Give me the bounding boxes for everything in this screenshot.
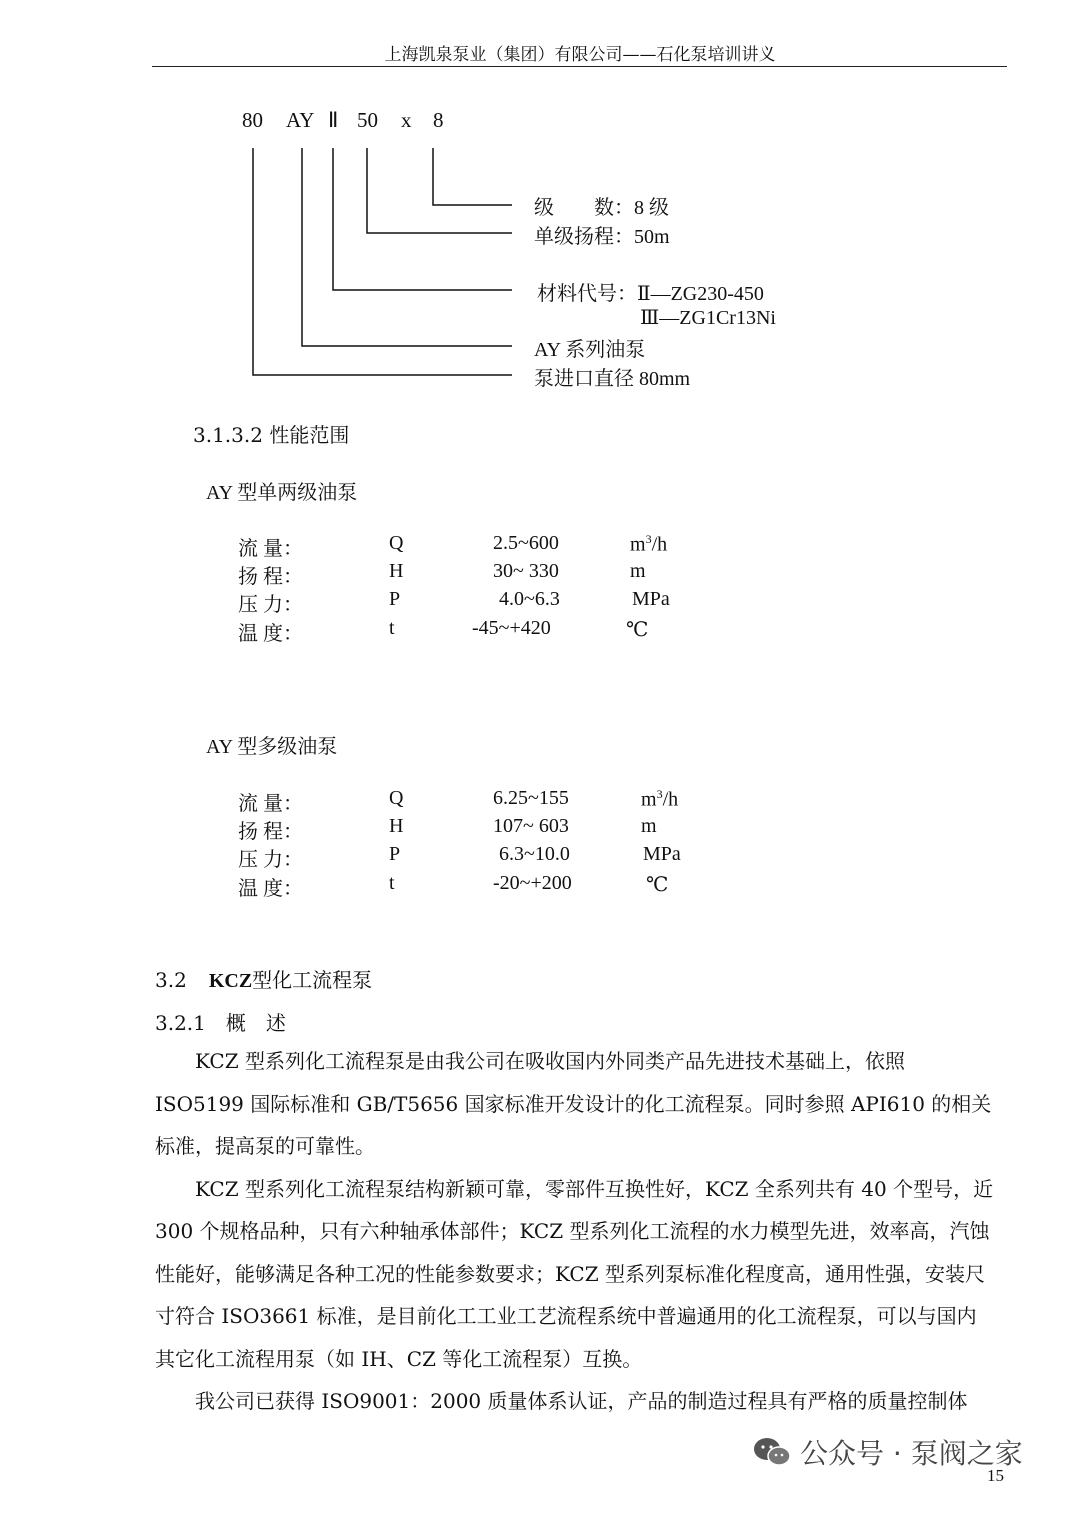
param-name: 扬 程： — [238, 566, 303, 588]
page-number: 15 — [987, 1466, 1004, 1485]
param-unit — [630, 532, 667, 557]
param-range: 2.5~600 — [493, 532, 559, 554]
param-symbol: t — [389, 617, 395, 639]
param-unit — [641, 787, 678, 812]
param-unit — [632, 588, 670, 611]
label-material-1: 材料代号：Ⅱ—ZG230-450 — [537, 283, 764, 305]
code-part-material: Ⅱ — [328, 108, 339, 132]
param-range: -20~+200 — [493, 872, 572, 894]
param-unit — [626, 617, 648, 642]
label-series: AY 系列油泵 — [534, 339, 646, 361]
param-unit — [646, 872, 668, 897]
code-part-x: x — [401, 108, 412, 132]
code-part-stages: 8 — [433, 108, 444, 132]
unit-sup: 3 — [645, 532, 652, 546]
unit-base: m — [641, 788, 657, 811]
param-range: 6.3~10.0 — [499, 843, 570, 865]
page-header: 上海凯泉泵业（集团）有限公司——石化泵培训讲义 — [384, 45, 776, 65]
code-part-series: AY — [286, 108, 315, 132]
unit-base: MPa — [632, 588, 670, 610]
param-range: 4.0~6.3 — [499, 588, 560, 610]
param-unit — [643, 843, 681, 866]
param-symbol: Q — [389, 787, 404, 809]
param-range: 6.25~155 — [493, 787, 569, 809]
param-symbol: Q — [389, 532, 404, 554]
label-inlet: 泵进口直径 80mm — [534, 368, 691, 390]
label-stages: 级 数：8 级 — [534, 197, 669, 219]
param-name: 流 量： — [238, 538, 303, 560]
unit-base: MPa — [643, 843, 681, 865]
unit-tail: /h — [651, 533, 668, 556]
param-name: 流 量： — [238, 793, 303, 815]
leader-stages — [433, 148, 512, 205]
param-name: 扬 程： — [238, 821, 303, 843]
section-32-bold: KCZ — [208, 970, 253, 992]
leader-inlet — [253, 148, 512, 375]
param-name: 温 度： — [238, 623, 303, 645]
code-part-head: 50 — [357, 108, 378, 132]
section-321-title: 3.2.1 概 述 — [155, 1011, 286, 1035]
param-range: 30~ 330 — [493, 560, 559, 582]
param-symbol: P — [389, 843, 401, 865]
unit-base: m — [630, 560, 646, 582]
paragraph: KCZ 型系列化工流程泵是由我公司在吸收国内外同类产品先进技术基础上，依照 ISO5199 国际标准和 GB/T5656 国家标准开发设计的化工流程泵。同时参照 API610 的相关标准，提高泵的可靠性。 — [155, 1049, 992, 1158]
param-symbol: H — [389, 815, 404, 837]
param-symbol: H — [389, 560, 404, 582]
single-stage-title: AY 型单两级油泵 — [206, 482, 358, 504]
section-32-title — [155, 964, 372, 993]
unit-base: m — [630, 533, 646, 556]
watermark — [752, 1432, 1023, 1472]
paragraph: 我公司已获得 ISO9001：2000 质量体系认证，产品的制造过程具有严格的质量控制体 — [195, 1389, 968, 1413]
watermark-text: 公众号 · 泵阀之家 — [800, 1437, 1023, 1470]
param-unit — [641, 815, 657, 838]
param-name: 压 力： — [238, 594, 303, 616]
param-name: 压 力： — [238, 849, 303, 871]
leader-material — [333, 148, 512, 290]
unit-sup: 3 — [656, 787, 663, 801]
label-material-2: Ⅲ—ZG1Cr13Ni — [640, 307, 776, 329]
param-range: -45~+420 — [472, 617, 551, 639]
unit-base: ℃ — [646, 874, 669, 896]
leader-head — [367, 148, 512, 233]
section-32-number: 3.2 — [155, 968, 187, 992]
param-symbol: P — [389, 588, 401, 610]
param-unit — [630, 560, 646, 583]
param-range: 107~ 603 — [493, 815, 569, 837]
body-text — [155, 1040, 995, 1423]
wechat-icon — [752, 1435, 792, 1469]
unit-base: ℃ — [626, 619, 649, 641]
param-name: 温 度： — [238, 878, 303, 900]
multi-stage-title: AY 型多级油泵 — [206, 736, 338, 758]
section-3132-title: 3.1.3.2 性能范围 — [193, 423, 350, 447]
code-part-inlet: 80 — [242, 108, 263, 132]
unit-base: m — [641, 815, 657, 837]
section-32-text: 型化工流程泵 — [252, 968, 373, 992]
label-head: 单级扬程：50m — [534, 226, 670, 248]
param-symbol: t — [389, 872, 395, 894]
paragraph: KCZ 型系列化工流程泵结构新颖可靠，零部件互换性好，KCZ 全系列共有 40 个型号，近 300 个规格品种，只有六种轴承体部件；KCZ 型系列化工流程的水力模型先进，效率高，汽蚀性能好，能够满足各种工况的性能参数要求；KCZ 型系列泵标准化程度高，通用性强，安装尺寸符合 ISO3661 标准，是目前化工工业工艺流程系统中普遍通用的化工流程泵，可以与国内其它化工流程用泵（如 IH、CZ 等化工流程泵）互换。 — [155, 1176, 994, 1371]
unit-tail: /h — [662, 788, 679, 811]
